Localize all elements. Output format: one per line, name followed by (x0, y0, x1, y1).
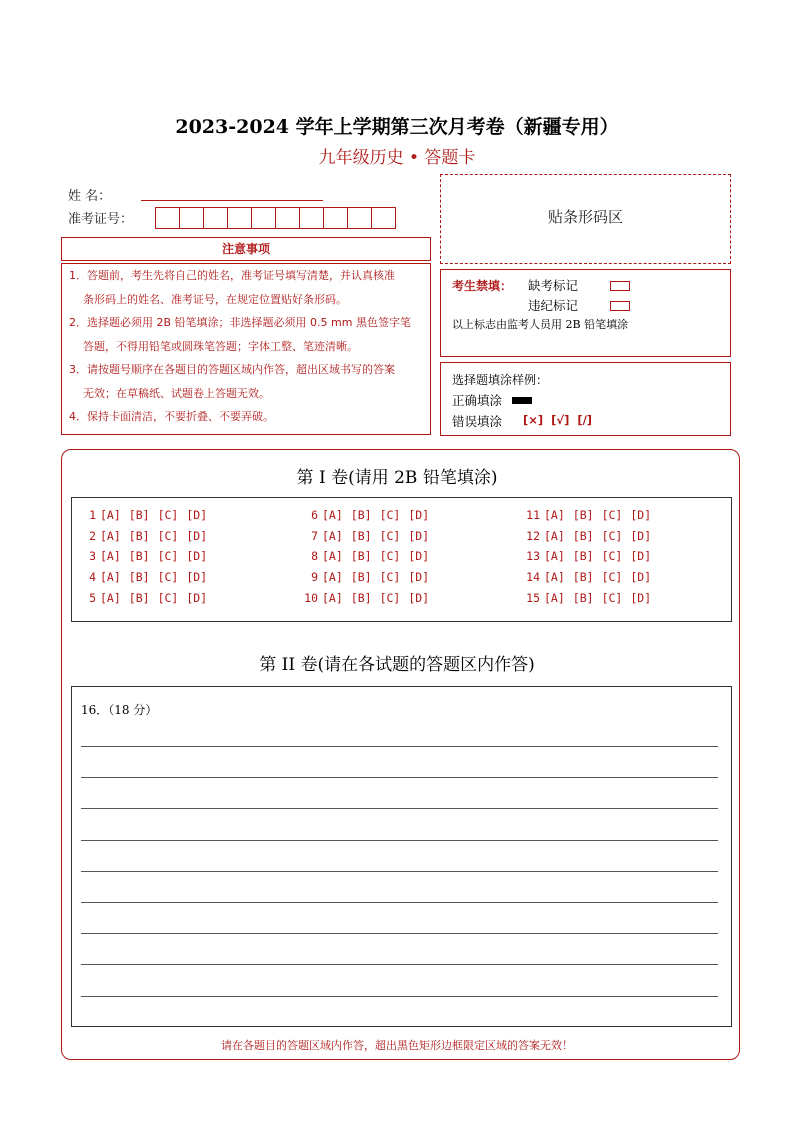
option-bubble[interactable]: [B] (128, 508, 150, 522)
option-bubble[interactable]: [C] (157, 549, 179, 564)
question-number: 1 (89, 508, 96, 522)
choice-column-2 (300, 505, 437, 609)
option-bubble[interactable]: [C] (601, 549, 623, 564)
option-bubble[interactable]: [C] (601, 528, 623, 543)
option-bubble[interactable]: [A] (544, 590, 565, 605)
id-cell[interactable] (227, 207, 252, 229)
option-bubble[interactable]: [B] (572, 549, 594, 564)
choice-grid (71, 497, 732, 622)
option-bubble[interactable]: [A] (544, 549, 565, 564)
option-bubble[interactable]: [B] (572, 590, 594, 605)
id-cell[interactable] (299, 207, 324, 229)
notice-line: 1．答题前，考生先将自己的姓名，准考证号填写清楚，并认真核准 (69, 269, 395, 282)
id-label: 准考证号： (68, 212, 134, 227)
question-row (78, 526, 215, 547)
section1-title: 第 I 卷(请用 2B 铅笔填涂) (296, 468, 498, 488)
option-bubble[interactable]: [D] (408, 508, 430, 522)
option-bubble[interactable]: [B] (350, 590, 372, 605)
option-bubble[interactable]: [C] (379, 590, 401, 605)
question-number: 8 (311, 549, 318, 564)
option-bubble[interactable]: [B] (350, 528, 372, 543)
barcode-area (440, 174, 731, 264)
answer-line[interactable] (81, 933, 718, 934)
option-bubble[interactable]: [A] (100, 549, 121, 564)
option-bubble[interactable]: [A] (100, 590, 121, 605)
option-bubble[interactable]: [A] (322, 549, 343, 564)
option-bubble[interactable]: [B] (572, 528, 594, 543)
option-bubble[interactable]: [C] (601, 570, 623, 585)
notice-heading: 注意事项 (221, 242, 270, 256)
id-cell[interactable] (275, 207, 300, 229)
choice-column-3 (522, 505, 659, 609)
answer-line[interactable] (81, 964, 718, 965)
wrong-fill-label: 错误填涂 (452, 414, 503, 429)
option-bubble[interactable]: [D] (186, 508, 208, 522)
option-bubble[interactable]: [C] (379, 528, 401, 543)
answer-line[interactable] (81, 840, 718, 841)
id-cell[interactable] (203, 207, 228, 229)
option-bubble[interactable]: [D] (630, 508, 652, 522)
answer-line[interactable] (81, 871, 718, 872)
notice-item (69, 405, 430, 429)
absent-label: 缺考标记 (528, 278, 579, 293)
option-bubble[interactable]: [A] (322, 590, 343, 605)
essay-box (71, 686, 732, 1027)
option-bubble[interactable]: [D] (408, 570, 430, 585)
question-row (522, 526, 659, 547)
exam-subtitle (0, 143, 794, 168)
option-bubble[interactable]: [D] (630, 528, 652, 543)
correct-fill-label: 正确填涂 (452, 393, 503, 408)
option-bubble[interactable]: [A] (100, 570, 121, 585)
option-bubble[interactable]: [D] (186, 528, 208, 543)
question-number: 5 (89, 590, 96, 605)
notice-line: 4．保持卡面清洁，不要折叠、不要弄破。 (69, 410, 274, 423)
question-number: 12 (526, 528, 540, 543)
option-bubble[interactable]: [A] (322, 528, 343, 543)
notice-line: 条形码上的姓名、准考证号，在规定位置贴好条形码。 (83, 292, 347, 306)
name-label: 姓 名： (68, 189, 112, 204)
option-bubble[interactable]: [A] (322, 570, 343, 585)
option-bubble[interactable]: [B] (350, 549, 372, 564)
option-bubble[interactable]: [C] (379, 508, 401, 522)
subtitle-card: 答题卡 (424, 148, 476, 168)
question-row (522, 546, 659, 567)
forbidden-box (440, 269, 731, 357)
option-bubble[interactable]: [B] (128, 549, 150, 564)
id-cell[interactable] (323, 207, 348, 229)
option-bubble[interactable]: [C] (157, 528, 179, 543)
option-bubble[interactable]: [B] (128, 528, 150, 543)
question-row (300, 588, 437, 609)
option-bubble[interactable]: [C] (601, 508, 623, 522)
question-number: 11 (526, 508, 540, 522)
section2-title: 第 II 卷(请在各试题的答题区内作答) (259, 655, 535, 675)
subtitle-subject: 九年级历史 (318, 148, 404, 168)
option-bubble[interactable]: [D] (186, 549, 208, 564)
absent-mark[interactable] (610, 281, 630, 291)
id-number-grid[interactable] (155, 207, 395, 229)
answer-line[interactable] (81, 808, 718, 809)
footer-warning: 请在各题目的答题区域内作答，超出黑色矩形边框限定区域的答案无效！ (221, 1039, 573, 1052)
answer-line[interactable] (81, 902, 718, 903)
id-cell[interactable] (371, 207, 396, 229)
choice-column-1 (78, 505, 215, 609)
option-bubble[interactable]: [A] (100, 528, 121, 543)
fill-sample-title: 选择题填涂样例： (452, 373, 549, 387)
violation-label: 违纪标记 (528, 298, 579, 313)
option-bubble[interactable]: [B] (572, 508, 594, 522)
question-row (78, 546, 215, 567)
option-bubble[interactable]: [C] (157, 508, 179, 522)
option-bubble[interactable]: [A] (544, 508, 565, 522)
name-field[interactable] (141, 200, 323, 201)
notice-list (69, 264, 430, 429)
answer-line[interactable] (81, 777, 718, 778)
id-cell[interactable] (179, 207, 204, 229)
id-cell[interactable] (155, 207, 180, 229)
option-bubble[interactable]: [B] (572, 570, 594, 585)
question-row (300, 526, 437, 547)
option-bubble[interactable]: [A] (100, 508, 121, 522)
barcode-label: 贴条形码区 (547, 208, 623, 226)
question-16-label: 16．（18 分） (81, 703, 158, 717)
notice-line: 无效；在草稿纸、试题卷上答题无效。 (83, 386, 270, 400)
option-bubble[interactable]: [A] (544, 570, 565, 585)
option-bubble[interactable]: [A] (322, 508, 343, 522)
option-bubble[interactable]: [B] (128, 590, 150, 605)
question-number: 7 (311, 528, 318, 543)
notice-item (69, 264, 430, 311)
option-bubble[interactable]: [D] (630, 570, 652, 585)
option-bubble[interactable]: [C] (157, 570, 179, 585)
question-row (78, 588, 215, 609)
option-bubble[interactable]: [B] (128, 570, 150, 585)
notice-box (61, 263, 431, 435)
forbidden-note: 以上标志由监考人员用 2B 铅笔填涂 (452, 318, 629, 331)
answer-line[interactable] (81, 996, 718, 997)
question-number: 9 (311, 570, 318, 585)
question-row (300, 567, 437, 588)
option-bubble[interactable]: [C] (379, 570, 401, 585)
question-row (522, 588, 659, 609)
option-bubble[interactable]: [D] (630, 590, 652, 605)
question-number: 3 (89, 549, 96, 564)
notice-line: 答题，不得用铅笔或圆珠笔答题；字体工整、笔迹清晰。 (83, 339, 358, 353)
violation-mark[interactable] (610, 301, 630, 311)
option-bubble[interactable]: [D] (186, 590, 208, 605)
question-row (522, 505, 659, 526)
wrong-fill-marks: [×] [√] [/] (523, 413, 593, 427)
id-cell[interactable] (251, 207, 276, 229)
subtitle-dot: • (408, 148, 420, 168)
question-number: 6 (311, 508, 318, 522)
option-bubble[interactable]: [D] (186, 570, 208, 585)
option-bubble[interactable]: [B] (350, 570, 372, 585)
fill-sample-box (440, 362, 731, 436)
question-row (78, 505, 215, 526)
question-number: 15 (526, 590, 540, 605)
notice-header (61, 237, 431, 261)
id-cell[interactable] (347, 207, 372, 229)
notice-line: 2．选择题必须用 2B 铅笔填涂；非选择题必须用 0.5 mm 黑色签字笔 (69, 316, 411, 329)
option-bubble[interactable]: [C] (157, 590, 179, 605)
question-row (300, 546, 437, 567)
correct-fill-mark (512, 397, 532, 404)
question-number: 14 (526, 570, 540, 585)
exam-title: 2023-2024 学年上学期第三次月考卷（新疆专用） (175, 116, 619, 138)
question-number: 2 (89, 528, 96, 543)
forbidden-label: 考生禁填： (452, 279, 513, 293)
option-bubble[interactable]: [D] (408, 590, 430, 605)
option-bubble[interactable]: [D] (630, 549, 652, 564)
option-bubble[interactable]: [C] (601, 590, 623, 605)
option-bubble[interactable]: [A] (544, 528, 565, 543)
answer-line[interactable] (81, 746, 718, 747)
question-number: 10 (304, 590, 318, 605)
question-row (300, 505, 437, 526)
option-bubble[interactable]: [D] (408, 528, 430, 543)
notice-item (69, 311, 430, 358)
option-bubble[interactable]: [C] (379, 549, 401, 564)
question-row (78, 567, 215, 588)
option-bubble[interactable]: [D] (408, 549, 430, 564)
notice-item (69, 358, 430, 405)
question-number: 4 (89, 570, 96, 585)
notice-line: 3．请按题号顺序在各题目的答题区域内作答，超出区域书写的答案 (69, 363, 395, 376)
option-bubble[interactable]: [B] (350, 508, 372, 522)
question-row (522, 567, 659, 588)
question-number: 13 (526, 549, 540, 564)
